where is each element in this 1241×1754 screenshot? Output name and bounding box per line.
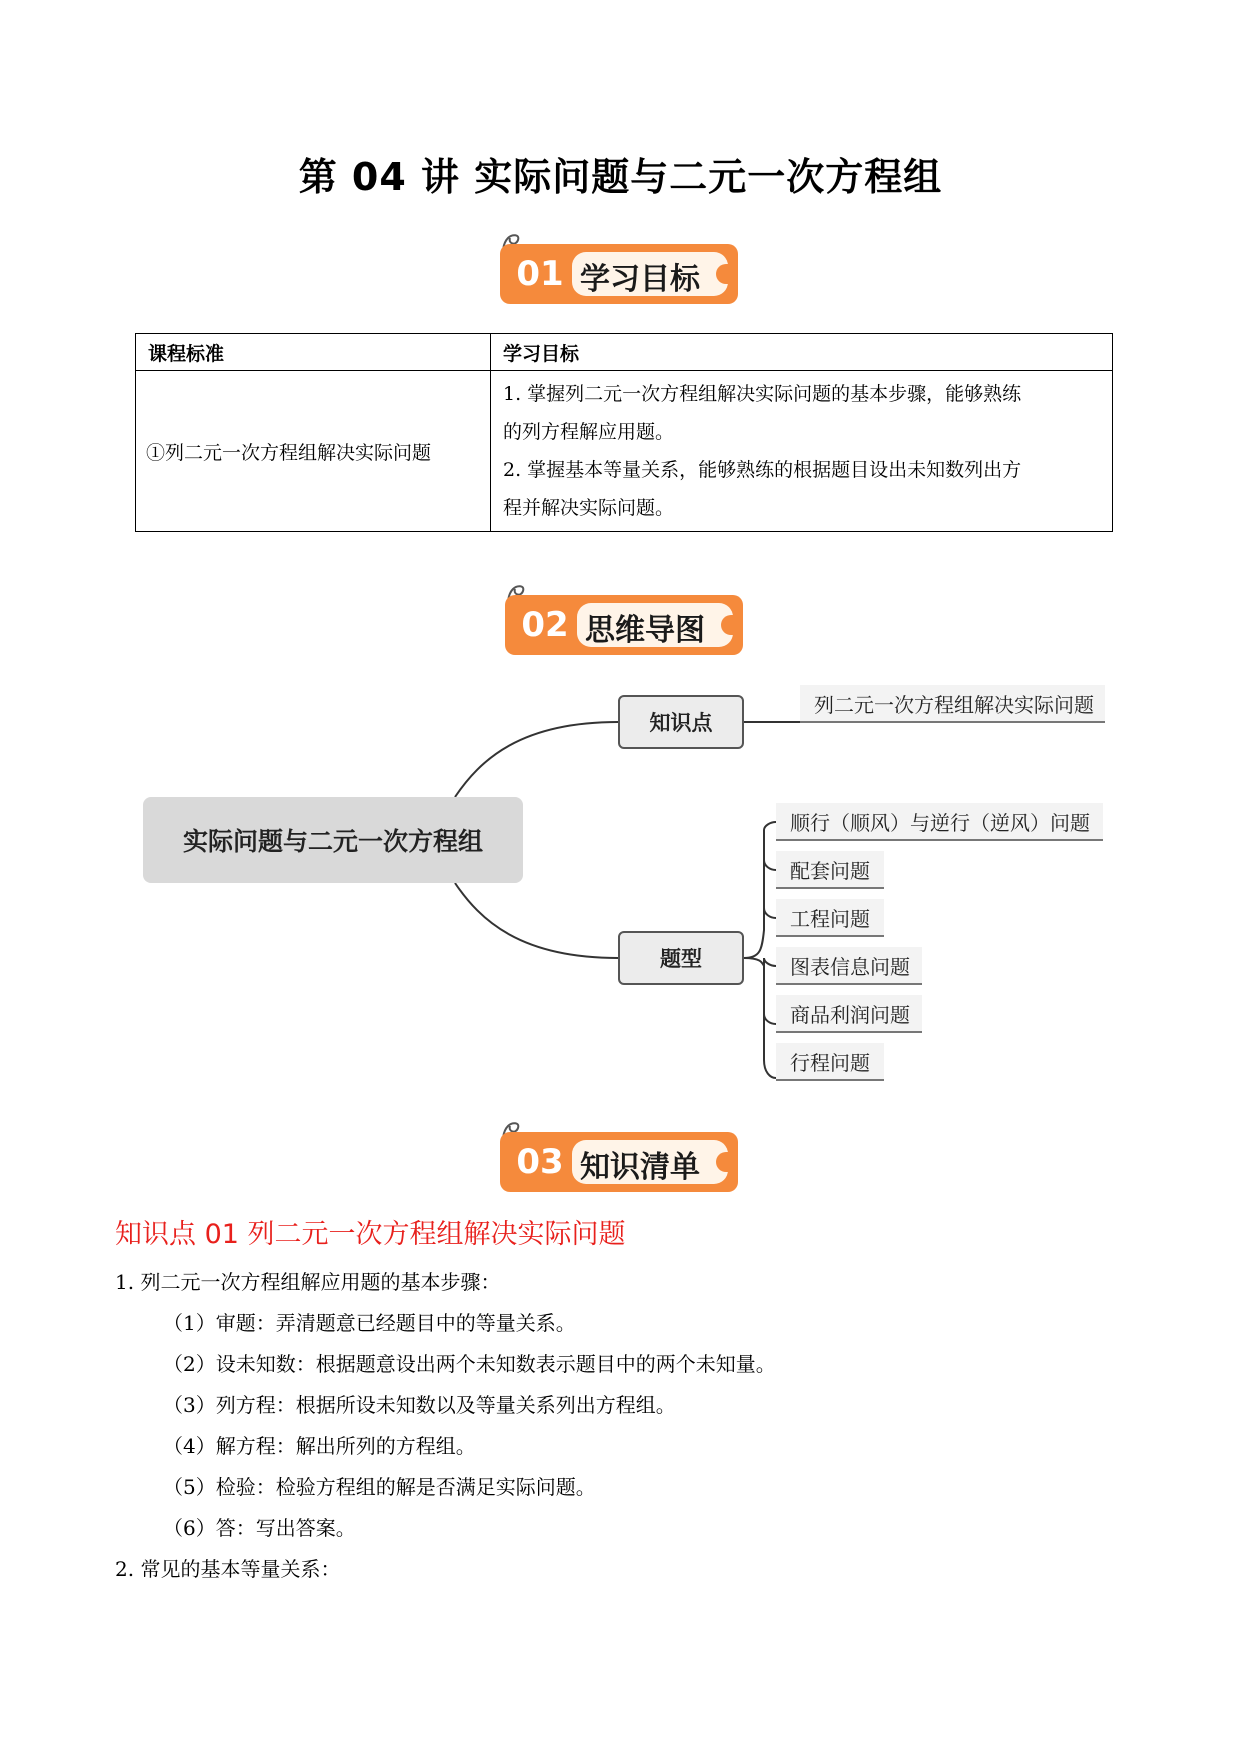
header-goals: 学习目标 — [491, 334, 1113, 371]
section-label: 学习目标 — [580, 262, 700, 297]
table-row — [136, 371, 1113, 532]
goal-line: 程并解决实际问题。 — [503, 497, 675, 519]
mindmap-leaf: 行程问题 — [776, 1043, 884, 1081]
step-item: （4）解方程：解出所列的方程组。 — [163, 1434, 476, 1458]
learning-goals-table — [135, 333, 1113, 532]
mindmap-branch-knowledge: 知识点 — [618, 695, 744, 749]
mindmap-branch-types: 题型 — [618, 931, 744, 985]
mindmap-leaf: 配套问题 — [776, 851, 884, 889]
section-banner-mindmap — [505, 575, 745, 651]
section-number: 02 — [521, 605, 569, 645]
goal-line: 的列方程解应用题。 — [503, 421, 675, 443]
section-banner-knowledge — [500, 1112, 740, 1188]
section-number: 03 — [516, 1142, 564, 1182]
step-item: （5）检验：检验方程组的解是否满足实际问题。 — [163, 1475, 596, 1499]
document-title: 第 04 讲 实际问题与二元一次方程组 — [298, 155, 943, 199]
section-banner-goals — [500, 224, 740, 300]
goal-line: 1. 掌握列二元一次方程组解决实际问题的基本步骤，能够熟练 — [503, 383, 1022, 405]
section-number: 01 — [516, 254, 564, 294]
mindmap-root: 实际问题与二元一次方程组 — [143, 797, 523, 883]
knowledge-item-2: 2. 常见的基本等量关系： — [115, 1557, 341, 1581]
table-header-row — [136, 334, 1113, 371]
mindmap-leaf: 顺行（顺风）与逆行（逆风）问题 — [776, 803, 1103, 841]
step-item: （6）答：写出答案。 — [163, 1516, 356, 1540]
knowledge-item-1: 1. 列二元一次方程组解应用题的基本步骤： — [115, 1270, 501, 1294]
mindmap-leaf: 工程问题 — [776, 899, 884, 937]
step-item: （3）列方程：根据所设未知数以及等量关系列出方程组。 — [163, 1393, 676, 1417]
knowledge-point-heading: 知识点 01 列二元一次方程组解决实际问题 — [115, 1219, 626, 1250]
section-label: 知识清单 — [580, 1150, 700, 1185]
goals-cell — [491, 371, 1113, 532]
mindmap-leaf: 商品利润问题 — [776, 995, 922, 1033]
goal-line: 2. 掌握基本等量关系，能够熟练的根据题目设出未知数列出方 — [503, 459, 1022, 481]
mindmap-leaf: 列二元一次方程组解决实际问题 — [800, 685, 1105, 723]
header-standard: 课程标准 — [136, 334, 491, 371]
standard-cell: ①列二元一次方程组解决实际问题 — [136, 371, 491, 532]
section-label: 思维导图 — [585, 613, 705, 648]
step-item: （2）设未知数：根据题意设出两个未知数表示题目中的两个未知量。 — [163, 1352, 776, 1376]
step-item: （1）审题：弄清题意已经题目中的等量关系。 — [163, 1311, 576, 1335]
mindmap-leaf: 图表信息问题 — [776, 947, 922, 985]
